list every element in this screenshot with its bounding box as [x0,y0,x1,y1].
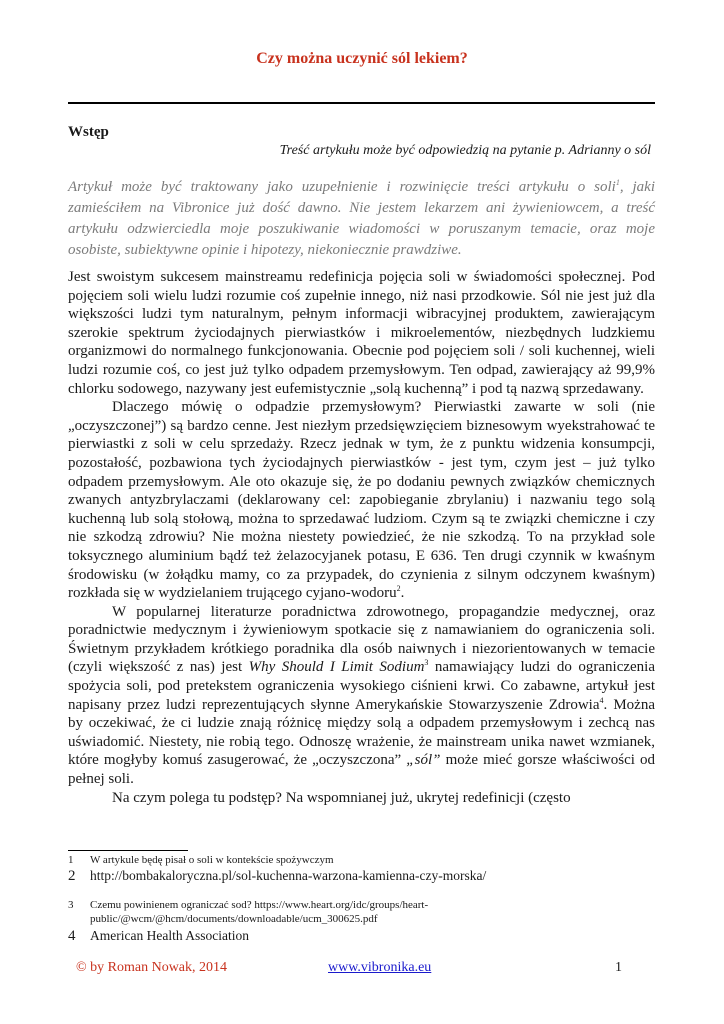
section-heading: Wstęp [68,124,109,140]
cited-title: Why Should I Limit Sodium [248,659,425,676]
paragraph-3-text-b: namawiający ludzi do ograniczenia spożycia soli, pod pretekstem ograniczenia wysokiego ciśnieni krwi. Co zabawne, artykuł jest napisany przez ludzi reprezentujących słynne Amerykańskie Stowarzyszenie Zdrowia [68,659,655,713]
article-body [68,268,655,807]
body-paragraph-4: Na czym polega tu podstęp? Na wspomnianej już, ukrytej redefinicji (często [112,789,571,806]
footnote-1 [68,853,488,867]
footnote-4 [68,929,488,943]
footnote-ref-3[interactable]: 3 [424,658,429,668]
footnote-text: W artykule będę pisał o soli w kontekście spożywczym [90,854,334,866]
footnote-number: 3 [68,899,74,911]
title-divider [68,102,655,104]
intro-text-2: , jaki zamieściłem na Vibronice już dość dawno. Nie jestem lekarzem ani żywieniowcem, a treść artykułu odzwierciedla moje poszukiwanie wiadomości w poruszanym temacie, oraz moje osobiste, subiektywne opinie i hipotezy, niekoniecznie prawdziwe. [68,179,655,258]
footer-copyright: © by Roman Nowak, 2014 [76,960,228,975]
footnote-link[interactable]: http://bombakaloryczna.pl/sol-kuchenna-warzona-kamienna-czy-morska/ [90,868,487,883]
footnote-3 [68,898,500,926]
intro-paragraph [68,177,655,261]
paragraph-2-end: . [400,585,405,602]
footnote-number: 4 [68,928,76,944]
footnote-number: 1 [68,854,74,866]
footnote-text: American Health Association [90,928,249,943]
body-paragraph-2 [68,398,655,603]
paragraph-3-text-a: W popularnej literaturze poradnictwa zdrowotnego, propagandzie medycznej, oraz poradnictwie medycznym i żywieniowym spotkacie się z namawianiem do ograniczenia soli. Świetnym przykładem krótkiego poradnika dla osób naiwnych i niezorientowanych w temacie (czyli większość z nas) jest [68,603,655,676]
intro-text-1: Artykuł może być traktowany jako uzupełnienie i rozwinięcie treści artykułu o soli [68,179,616,195]
footnote-ref-2[interactable]: 2 [396,584,401,594]
footnote-2 [68,869,488,883]
paragraph-3-text-d: może mieć gorsze właściwości od pełnej soli. [68,752,655,788]
footer-website-link[interactable]: www.vibronika.eu [328,960,432,975]
page-number: 1 [615,960,622,975]
footnote-divider [68,850,188,851]
section-subtitle: Treść artykułu może być odpowiedzią na pytanie p. Adrianny o sól [279,143,651,158]
footnote-ref-4[interactable]: 4 [599,695,604,705]
footnote-ref-1[interactable]: 1 [615,178,620,187]
footnote-number: 2 [68,868,76,884]
paragraph-3-text-c: . Można by oczekiwać, że ci ludzie znają różnicę między solą a odpadem przemysłowym i zechcą nas uświadomić. Niestety, nie robią tego. Odnoszę wrażenie, że mainstream unika nawet wzmianek, które mogłyby komuś zasugerować, że „oczyszczona” [68,696,655,769]
quoted-word-sol: „sól” [406,752,441,769]
body-paragraph-1: Jest swoistym sukcesem mainstreamu redefinicja pojęcia soli w świadomości społecznej. Pod pojęciem soli wielu ludzi rozumie coś zupełnie innego, niż nasi przodkowie. Sól nie jest już dla większości ludzi tym naturalnym, pełnym informacji wibracyjnej produktem, zawierającym szerokie spektrum życiodajnych pierwiastków i mikroelementów, niezbędnych ludzkiemu organizmowi do normalnego funkcjonowania. Obecnie pod pojęciem soli / soli kuchennej, wieli ludzi rozumie coś, co jest już tylko odpadem przemysłowym. Ten odpad, zawierający aż 99,9% chlorku sodowego, nazywany jest eufemistycznie „solą kuchenną” i pod tą nazwą sprzedawany. [68,269,655,397]
footnote-text[interactable]: Czemu powinienem ograniczać sod? https://www.heart.org/idc/groups/heart-public/@wcm/@hcm/documents/downloadable/ucm_300625.pdf [90,899,429,925]
paragraph-2-text: Dlaczego mówię o odpadzie przemysłowym? Pierwiastki zawarte w soli (nie „oczyszczonej”) są bardzo cenne. Jest niezłym przedsięwzięciem biznesowym wyekstrahować te pierwiastki z soli w celu sprzedaży. Rzecz jednak w tym, że z punktu widzenia konsumpcji, pozostałość, pozbawiona tych życiodajnych pierwiastków - jest tym, czym jest – już tylko odpadem przemysłowym. Ale oto okazuje się, że po dodaniu pewnych związków chemicznych zwanych antyzbrylaczami (deklarowany cel: zapobieganie zbrylaniu) i nazwaniu tego solą kuchenną lub solą stołową, można to sprzedawać ludziom. Czym są te związki chemiczne i czy nie szkodzą zdrowiu? Nie można niestety powiedzieć, że nie szkodzą. To na przykład sole toksycznego aluminium bądź też żelazocyjanek potasu, E 636. Ten drugi czynnik w kwaśnym środowisku (w żołądku mamy, co za przypadek, do czynienia z silnym odczynem kwaśnym) rozkłada się w wydzielaniem trującego cyjano-wodoru [68,399,655,602]
document-title: Czy można uczynić sól lekiem? [256,50,468,67]
body-paragraph-3 [68,603,655,789]
